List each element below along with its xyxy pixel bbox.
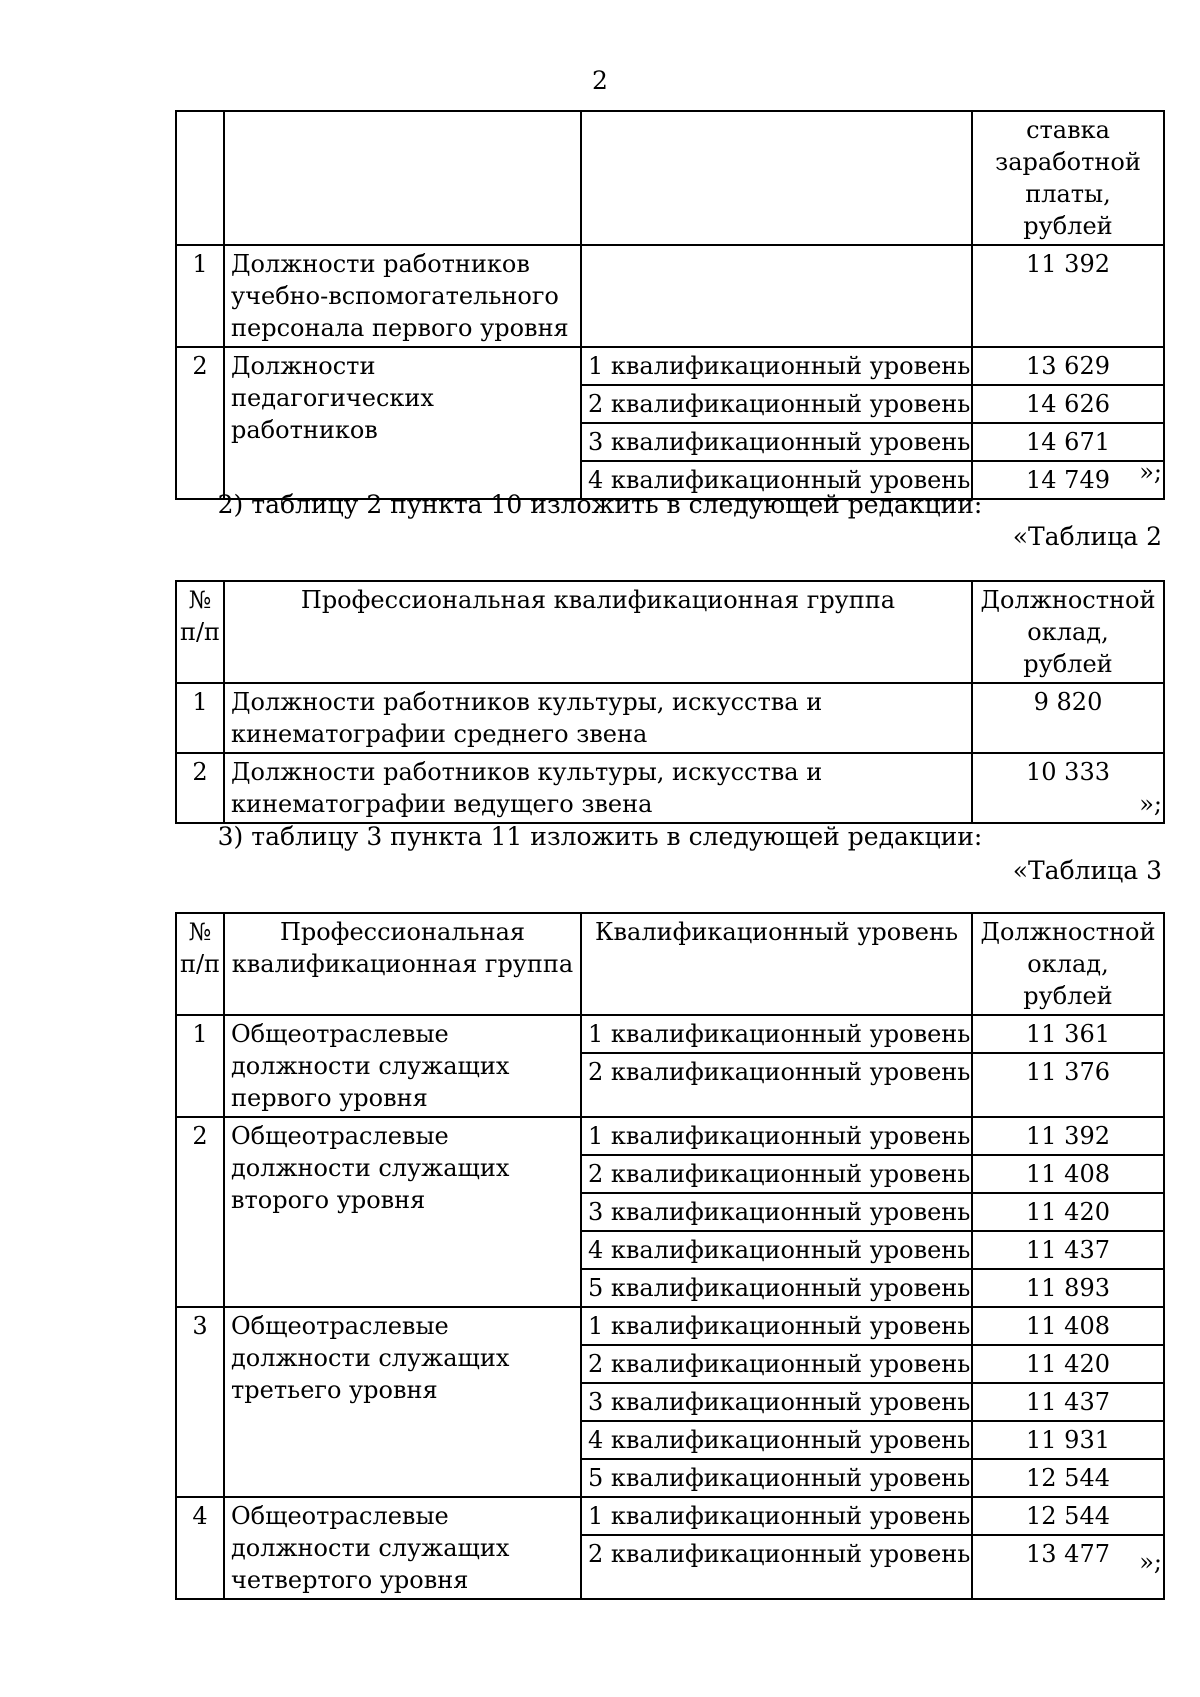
- t3-g3-r1-level: 1 квалификационный уровень: [581, 1307, 972, 1345]
- t3-g4-r1-value: 12 544: [972, 1497, 1164, 1535]
- t2-r2-value: 10 333: [972, 753, 1164, 823]
- t3-g2-r3-level: 3 квалификационный уровень: [581, 1193, 972, 1231]
- table-2-header-row: [176, 581, 1164, 683]
- t3-g1-r1-value: 11 361: [972, 1015, 1164, 1053]
- t3-g1-num: 1: [176, 1015, 224, 1117]
- t3-g2-r4-value: 11 437: [972, 1231, 1164, 1269]
- t3-g3-r2-value: 11 420: [972, 1345, 1164, 1383]
- t3-g4-r2-level: 2 квалификационный уровень: [581, 1535, 972, 1599]
- t3-g2-r2-value: 11 408: [972, 1155, 1164, 1193]
- t1-header-level: [581, 111, 972, 245]
- t1-g2-r4-level: 4 квалификационный уровень: [581, 461, 972, 499]
- t2-header-num: № п/п: [176, 581, 224, 683]
- table-row: [176, 245, 1164, 347]
- table-1-closing: »;: [1139, 458, 1162, 486]
- t3-g4-r2-value: 13 477: [972, 1535, 1164, 1599]
- t1-g2-r2-level: 2 квалификационный уровень: [581, 385, 972, 423]
- t1-g2-r4-value: 14 749: [972, 461, 1164, 499]
- t3-header-value: Должностной оклад, рублей: [972, 913, 1164, 1015]
- t3-g3-r3-level: 3 квалификационный уровень: [581, 1383, 972, 1421]
- t1-g2-r1-value: 13 629: [972, 347, 1164, 385]
- table-3: [175, 912, 1165, 1600]
- t3-g2-name: Общеотраслевые должности служащих второго уровня: [224, 1117, 581, 1307]
- t3-g3-r4-value: 11 931: [972, 1421, 1164, 1459]
- t2-r2-name: Должности работников культуры, искусства и кинематографии ведущего звена: [224, 753, 972, 823]
- t3-g2-r2-level: 2 квалификационный уровень: [581, 1155, 972, 1193]
- table-3-closing: »;: [1139, 1548, 1162, 1576]
- t1-header-num: [176, 111, 224, 245]
- table-row: [176, 1307, 1164, 1345]
- t1-header-name: [224, 111, 581, 245]
- table-3-label: «Таблица 3: [1012, 856, 1162, 885]
- t1-g1-name: Должности работников учебно-вспомогательного персонала первого уровня: [224, 245, 581, 347]
- t1-header-value: ставка заработной платы, рублей: [972, 111, 1164, 245]
- t3-g3-num: 3: [176, 1307, 224, 1497]
- t3-g1-r2-level: 2 квалификационный уровень: [581, 1053, 972, 1117]
- table-2-closing: »;: [1139, 790, 1162, 818]
- t1-g2-r3-value: 14 671: [972, 423, 1164, 461]
- t3-g4-r1-level: 1 квалификационный уровень: [581, 1497, 972, 1535]
- t2-header-name: Профессиональная квалификационная группа: [224, 581, 972, 683]
- t3-header-num: № п/п: [176, 913, 224, 1015]
- table-row: [176, 683, 1164, 753]
- t3-g3-r5-level: 5 квалификационный уровень: [581, 1459, 972, 1497]
- t3-g2-r5-value: 11 893: [972, 1269, 1164, 1307]
- t3-g2-num: 2: [176, 1117, 224, 1307]
- t3-g2-r1-level: 1 квалификационный уровень: [581, 1117, 972, 1155]
- page-number: 2: [592, 66, 608, 95]
- t1-g2-r1-level: 1 квалификационный уровень: [581, 347, 972, 385]
- t2-r1-name: Должности работников культуры, искусства и кинематографии среднего звена: [224, 683, 972, 753]
- t3-g1-r2-value: 11 376: [972, 1053, 1164, 1117]
- t2-r1-value: 9 820: [972, 683, 1164, 753]
- t3-g3-r5-value: 12 544: [972, 1459, 1164, 1497]
- paragraph-3: 3) таблицу 3 пункта 11 изложить в следующей редакции:: [217, 822, 983, 851]
- table-2-label: «Таблица 2: [1012, 522, 1162, 551]
- table-row: [176, 1015, 1164, 1053]
- t3-header-level: Квалификационный уровень: [581, 913, 972, 1015]
- t1-g2-name: Должности педагогических работников: [224, 347, 581, 499]
- paragraph-2: 2) таблицу 2 пункта 10 изложить в следующей редакции:: [217, 490, 983, 519]
- t3-g3-r4-level: 4 квалификационный уровень: [581, 1421, 972, 1459]
- t3-g3-r2-level: 2 квалификационный уровень: [581, 1345, 972, 1383]
- table-row: [176, 1497, 1164, 1535]
- t1-g1-r1-value: 11 392: [972, 245, 1164, 347]
- table-row: [176, 1117, 1164, 1155]
- t2-r2-num: 2: [176, 753, 224, 823]
- t3-g3-name: Общеотраслевые должности служащих третьего уровня: [224, 1307, 581, 1497]
- table-2: [175, 580, 1165, 824]
- table-row: [176, 753, 1164, 823]
- t1-g2-r2-value: 14 626: [972, 385, 1164, 423]
- table-3-header-row: [176, 913, 1164, 1015]
- table-1: [175, 110, 1165, 500]
- t1-g2-num: 2: [176, 347, 224, 499]
- t2-r1-num: 1: [176, 683, 224, 753]
- t3-header-name: Профессиональная квалификационная группа: [224, 913, 581, 1015]
- t3-g2-r1-value: 11 392: [972, 1117, 1164, 1155]
- t3-g2-r3-value: 11 420: [972, 1193, 1164, 1231]
- t3-g4-name: Общеотраслевые должности служащих четвертого уровня: [224, 1497, 581, 1599]
- table-row: [176, 347, 1164, 385]
- t3-g4-num: 4: [176, 1497, 224, 1599]
- t1-g2-r3-level: 3 квалификационный уровень: [581, 423, 972, 461]
- t3-g3-r3-value: 11 437: [972, 1383, 1164, 1421]
- t2-header-value: Должностной оклад, рублей: [972, 581, 1164, 683]
- t3-g2-r5-level: 5 квалификационный уровень: [581, 1269, 972, 1307]
- table-1-header-row: [176, 111, 1164, 245]
- t3-g2-r4-level: 4 квалификационный уровень: [581, 1231, 972, 1269]
- t1-g1-r1-level: [581, 245, 972, 347]
- t3-g1-r1-level: 1 квалификационный уровень: [581, 1015, 972, 1053]
- t3-g3-r1-value: 11 408: [972, 1307, 1164, 1345]
- t3-g1-name: Общеотраслевые должности служащих первого уровня: [224, 1015, 581, 1117]
- t1-g1-num: 1: [176, 245, 224, 347]
